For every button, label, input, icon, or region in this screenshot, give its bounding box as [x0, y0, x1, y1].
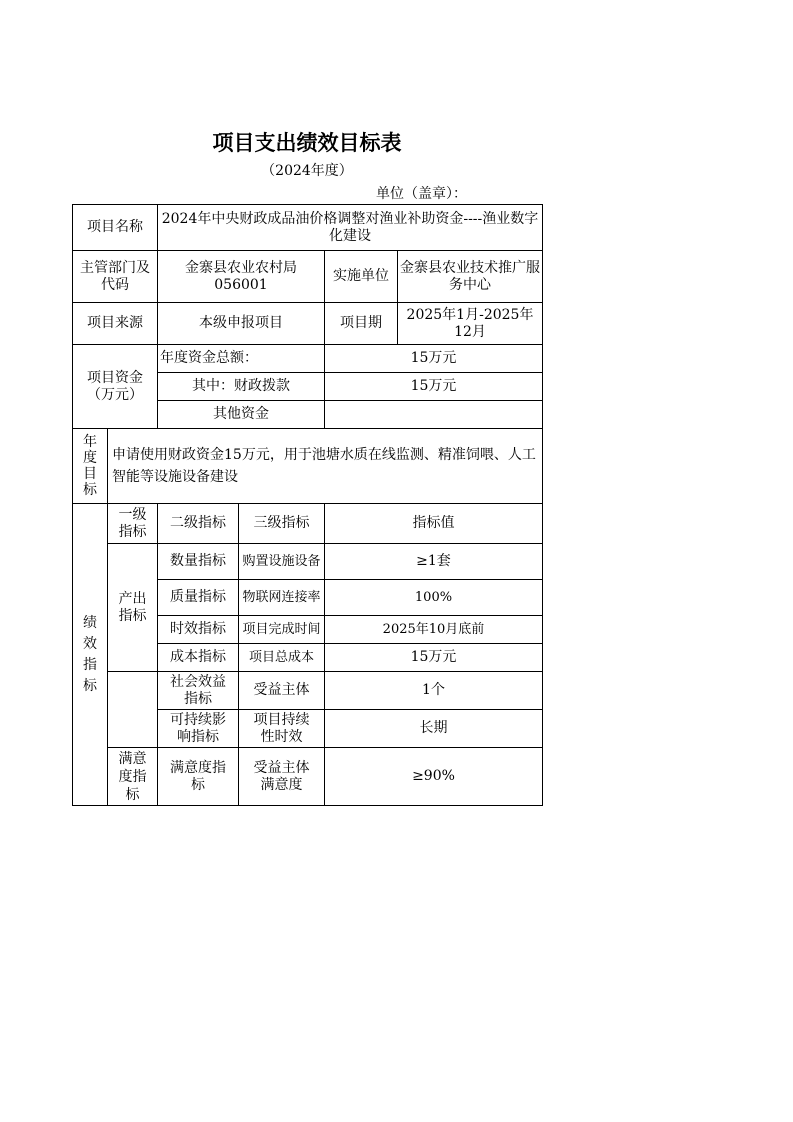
funds-fiscal-label: 其中：财政拨款 — [158, 373, 325, 401]
unit-seal-label: 单位（盖章）： — [376, 186, 467, 202]
indicator-level2: 成本指标 — [158, 644, 239, 672]
funds-other-value — [325, 401, 543, 429]
page-title: 项目支出绩效目标表 — [212, 131, 402, 155]
indicator-level2: 数量指标 — [158, 544, 239, 580]
performance-table — [72, 204, 543, 806]
indicator-level2: 社会效益指标 — [158, 672, 239, 710]
impl-unit-label: 实施单位 — [325, 251, 398, 303]
funds-other-label: 其他资金 — [158, 401, 325, 429]
indicator-level3: 项目完成时间 — [239, 616, 325, 644]
indicator-level3: 项目持续性时效 — [239, 710, 325, 748]
indicator-level3: 购置设施设备 — [239, 544, 325, 580]
source-value: 本级申报项目 — [158, 303, 325, 345]
indicator-value: 15万元 — [325, 644, 543, 672]
funds-total-value: 15万元 — [325, 345, 543, 373]
annual-goal-label: 年度目标 — [73, 429, 108, 504]
impl-unit-value: 金寨县农业技术推广服务中心 — [398, 251, 543, 303]
col-level2-header: 二级指标 — [158, 504, 239, 544]
funds-fiscal-value: 15万元 — [325, 373, 543, 401]
project-name-label: 项目名称 — [73, 205, 158, 251]
effect-indicator-label — [108, 672, 158, 748]
indicator-value: ≥90% — [325, 748, 543, 806]
source-label: 项目来源 — [73, 303, 158, 345]
indicator-value: 2025年10月底前 — [325, 616, 543, 644]
performance-label: 绩效指标 — [73, 504, 108, 806]
period-label: 项目期 — [325, 303, 398, 345]
period-value: 2025年1月-2025年12月 — [398, 303, 543, 345]
col-value-header: 指标值 — [325, 504, 543, 544]
project-name-value: 2024年中央财政成品油价格调整对渔业补助资金----渔业数字化建设 — [158, 205, 543, 251]
indicator-level2: 满意度指标 — [158, 748, 239, 806]
satisfaction-indicator-label: 满意度指标 — [108, 748, 158, 806]
indicator-value: ≥1套 — [325, 544, 543, 580]
col-level3-header: 三级指标 — [239, 504, 325, 544]
report-year: （2024年度） — [261, 163, 353, 179]
annual-goal-text: 申请使用财政资金15万元，用于池塘水质在线监测、精准饲喂、人工智能等设施设备建设 — [108, 429, 543, 504]
funds-total-label: 年度资金总额： — [158, 345, 325, 373]
indicator-level3: 物联网连接率 — [239, 580, 325, 616]
funds-label: 项目资金（万元） — [73, 345, 158, 429]
indicator-level3: 受益主体满意度 — [239, 748, 325, 806]
indicator-value: 100% — [325, 580, 543, 616]
indicator-level2: 质量指标 — [158, 580, 239, 616]
dept-value: 金寨县农业农村局056001 — [158, 251, 325, 303]
indicator-level3: 项目总成本 — [239, 644, 325, 672]
indicator-level2: 可持续影响指标 — [158, 710, 239, 748]
indicator-level2: 时效指标 — [158, 616, 239, 644]
dept-label: 主管部门及代码 — [73, 251, 158, 303]
indicator-level3: 受益主体 — [239, 672, 325, 710]
indicator-value: 长期 — [325, 710, 543, 748]
col-level1-header: 一级指标 — [108, 504, 158, 544]
output-indicator-label: 产出指标 — [108, 544, 158, 672]
indicator-value: 1个 — [325, 672, 543, 710]
